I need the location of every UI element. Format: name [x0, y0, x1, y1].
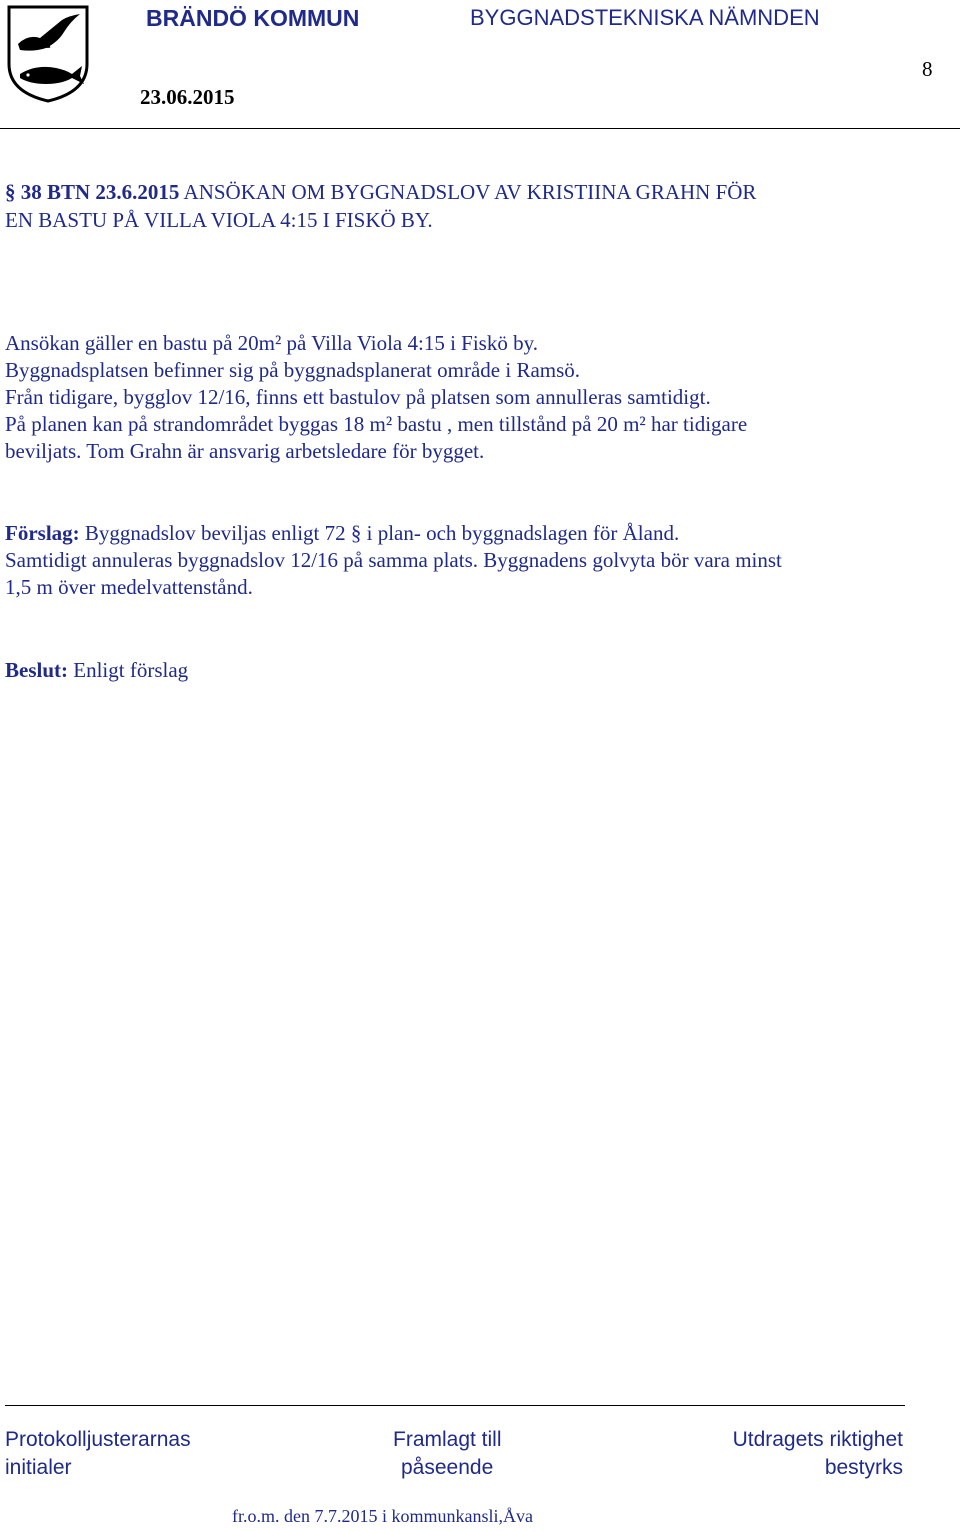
- footer-divider: [5, 1405, 905, 1406]
- body-line: Ansökan gäller en bastu på 20m² på Villa Viola 4:15 i Fiskö by.: [5, 331, 538, 355]
- footer-display-line1: Framlagt till: [393, 1428, 502, 1451]
- proposal-line2: Samtidigt annuleras byggnadslov 12/16 på samma plats. Byggnadens golvyta bör vara minst: [5, 548, 782, 572]
- decision-paragraph: [5, 657, 945, 684]
- decision-text: Enligt förslag: [68, 658, 189, 682]
- footer-cert-line1: Utdragets riktighet: [732, 1428, 903, 1451]
- footer-initials-line2: initialer: [5, 1456, 72, 1479]
- body-line: På planen kan på strandområdet byggas 18 m² bastu , men tillstånd på 20 m² har tidigare: [5, 412, 748, 436]
- section-title-line2: EN BASTU PÅ VILLA VIOLA 4:15 I FISKÖ BY.: [5, 208, 433, 232]
- section-sign: §: [5, 180, 16, 204]
- proposal-label: Förslag:: [5, 521, 80, 545]
- footer-cert-line2: bestyrks: [824, 1456, 903, 1479]
- footer-note: fr.o.m. den 7.7.2015 i kommunkansli,Åva: [232, 1506, 533, 1526]
- footer-initials-line1: Protokolljusterarnas: [5, 1428, 191, 1451]
- proposal-line1: Byggnadslov beviljas enligt 72 § i plan- och byggnadslagen för Åland.: [79, 521, 680, 545]
- body-line: Från tidigare, bygglov 12/16, finns ett bastulov på platsen som annulleras samtidigt.: [5, 385, 711, 409]
- decision-label: Beslut:: [5, 658, 68, 682]
- proposal-paragraph: [5, 520, 945, 601]
- body-line: beviljats. Tom Grahn är ansvarig arbetsledare för bygget.: [5, 439, 485, 463]
- body-line: Byggnadsplatsen befinner sig på byggnadsplanerat område i Ramsö.: [5, 358, 581, 382]
- municipality-name: BRÄNDÖ KOMMUN: [146, 5, 360, 31]
- page-number: 8: [922, 57, 933, 81]
- footer-initials: [5, 1426, 191, 1482]
- application-description: [5, 330, 945, 465]
- coat-of-arms-icon: [6, 4, 90, 104]
- footer-public-display: [393, 1426, 502, 1482]
- proposal-line3: 1,5 m över medelvattenstånd.: [5, 575, 253, 599]
- section-title-line1: ANSÖKAN OM BYGGNADSLOV AV KRISTIINA GRAHN FÖR: [183, 180, 757, 204]
- section-title: [5, 178, 945, 234]
- section-number: 38 BTN 23.6.2015: [20, 180, 180, 204]
- header-divider: [0, 128, 960, 129]
- footer-display-line2: påseende: [401, 1456, 494, 1479]
- department-name: BYGGNADSTEKNISKA NÄMNDEN: [470, 5, 820, 30]
- footer-certification: [711, 1426, 903, 1482]
- meeting-date: 23.06.2015: [140, 85, 235, 109]
